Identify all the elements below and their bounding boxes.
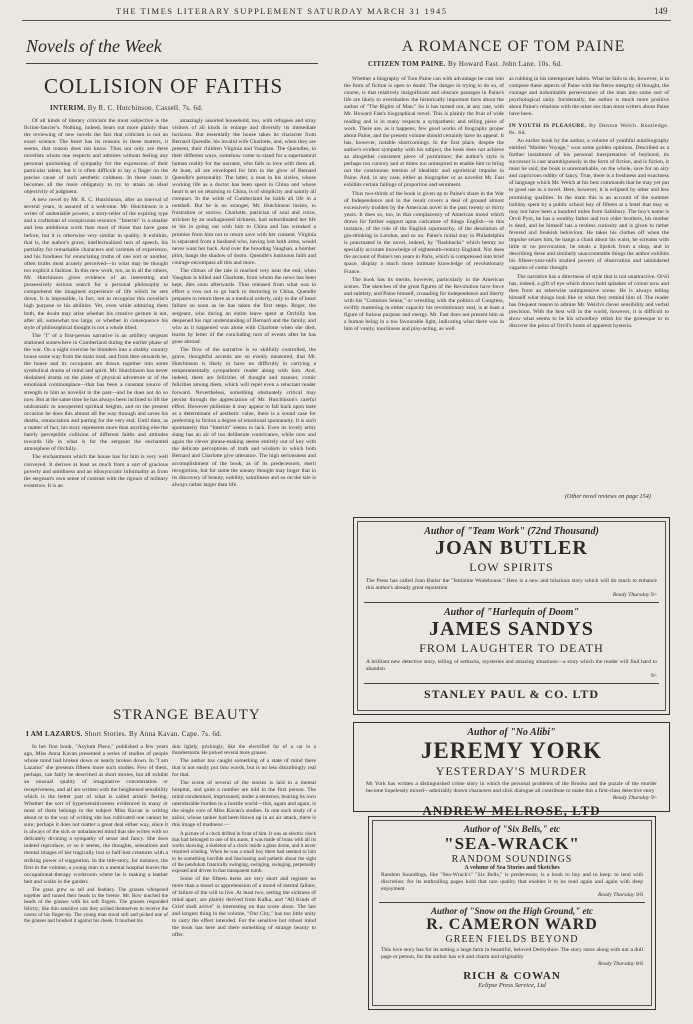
review-column [344,76,504,506]
paragraph: The grass grew so tall and feathery. The grasses whispered together and turned their heads in the breeze. Mr. Bow touched the heads of the grasses with his soft fingers. The grasses responded felicity; like thin sensitive cats they arched themselves to receive the caress of his finger-tip. The young man stood still and picked one of the grasses and brushed it against his cheek. It touched his [24,886,168,925]
ad-author-line: Author of "Six Bells," etc [463,824,561,834]
paragraph: The "I" of a first-person narrative is an artillery sergeant stationed somewhere in Cumberland during the earlier phase of the war. On a night exercise he blunders into a shabby country house some way from the main road, and from then onwards he, the house and its occupants are drawn together into some symbolical drama of mind and spirit. Mr. Hutchinson has never disdained drama on the plane of physical adventure or of the emotional commonplace—that has been a constant source of strength to him as novelist in the past—and he does not do so now. But at the same time he has always been inclined to lift the undramatic to unexpected spiritual heights, and on the present occasion he does this almost all the way through and saves his deaths, renunciation and parting for the very end. Until then, as a matter of fact, his story represents more than anything else the barely perceptible collision of different faiths and attitudes towards life in what is for the sergeant the enchanted atmosphere of Orchilly. [24,332,168,453]
book-details: By R. C. Hutchinson. Cassell. 7s. 6d. [87,104,204,112]
review-byline [26,730,222,738]
review-byline [368,60,562,68]
paragraph: Thus two-thirds of the book is given up to Paine's share in the War of Independence and in the result covers a deal of ground almost excessively trodden by the American novel in the past twenty or thirty years. It does so, too, in that complacency of American mood which draws for further support upon caricature of things English—in this instance, of the rule of the English squirearchy, of the desolation of gin-drinking in London, and so on. Paine's initial stay in Philadelphia is punctuated in the novel, indeed, by "flashbacks" which betray no specially accurate knowledge of eighteenth-century England. Nor does the account of Paine's ten years in Paris, which is compressed into brief space, display a much more intimate knowledge of revolutionary France. [344,190,504,275]
masthead-line: THE TIMES LITERARY SUPPLEMENT SATURDAY MARCH 31 1945 [116,6,448,16]
paragraph: The flow of the narrative is so skilfully controlled, the grave, thoughtful accents are so evenly measured, that Mr. Hutchinson is likely to have no difficulty in carrying a temperamentally sympathetic reader along with him. And, indeed, there are felicities of thought and manner, comic felicities among them, which will repel even a reluctant reader forward. Nevertheless, something obstinately critical may persist through the appreciation of Mr. Hutchinson's careful effect. However philistine it may appear to fall back upon taste as a determinant of aesthetic value, there is a sound case for preferring in fiction a degree of emotional spontaneity. It is such spontaneity that "Interim" seems to lack. Even its lovely army slang has an air of too deliberate contrivance, while now and again the clever phrase-making seems entirely out of key with the delicate perceptions of truth and wisdom to which both Bernard and Charlotte give utterance. The high seriousness and accomplishment of the book, as of its predecessors, merit recognition, but for some the uneasy thought may linger that in its discovery of beauty, nobility, saintliness and so on the tale is always rather larger than life. [172,347,316,488]
review-column [172,744,316,1016]
ad-divider [364,602,659,603]
book-title: CITIZEN TOM PAINE. [368,60,446,68]
cross-reference: (Other novel reviews on page 154) [565,493,651,500]
ad-blurb: The Press has called Joan Butler the "feminine Wodehouse." Here is a new and hilarious story which will do much to enhance this author's already great reputation [366,578,657,591]
paragraph: The book has its merits, however, particularly in the American scenes. The sketches of the great figures of the Revolution have force and subtlety, and Paine himself, crusading for independence and liberty with his "Common Sense," or wrestling with the politics of Congress, swiftly mastering in either capacity his revolutionary zeal, is at least a figure of furious purpose and energy. Mr. Fast does not present him as a human being in a too favourable light, indicating what there was in him of vanity, touchiness and play-acting, as well [344,276,504,333]
ad-author-line: Author of "Harlequin of Doom" [443,607,579,619]
ad-author-name: JEREMY YORK [420,738,603,763]
ad-blurb: Random Soundings, like "Sea-Wrack's" "Six Bells," is predecessor, is a book to buy and to keep: to lend with discretion: for its enthralling pages hold that rare quality that enables it to be read again and again with deep enjoyment [381,872,643,892]
ad-subtitle: A volume of Sea Stories and Sketches [464,865,560,871]
book-title: IN YOUTH IS PLEASURE. [509,122,587,129]
ad-blurb: A brilliant new detective story, telling of setbacks, mysteries and amazing situations—a story which the reader will find hard to abandon [366,659,657,673]
paragraph: A new novel by Mr. R. C. Hutchinson, after an interval of several years, is assured of a welcome. Mr. Hutchinson is a writer of undeniable powers, a story-teller of the expiring type and a craftsman of conspicuous resource. "Interim" is a smaller and less ambitious work than most of those that have gone before, but it is otherwise very similar in quality. It exhibits, that is, the author's grave, intellectualized turn of speech, his partiality for remarkable characters and varieties of experience, and his fondness for enunciating truths of one sort or another, often truths most acutely perceived—in what may be thought too explicit a fashion. In this new work, too, as in all the others, Mr. Hutchinson gives evidence of an interesting and possessively serious search for a personal philosophy to comprehend the imagined experience of life which he sets down. It is impossible, in fact, not to recognize this novelist's high purpose or his abilities. Yet, even while admiring them both, the doubt may arise whether his creative gesture is not, after all, somewhat too large, or whether in consequence his style of philosophical thought is not a whole tilted. [24,197,168,331]
ad-author-name: JOAN BUTLER [435,537,588,559]
paragraph: A picture of a clock drifted in front of him. It was an electric clock that had belonged to one of his aunts, it was made of brass with all its works showing, a skeleton of a clock inside a glass dome, and it never required winding. When he was a small boy there had seemed to him to be something horrible and fascinating and pathetic about the sight of the pendulum frantically swinging, swinging, swinging, perpetually exposed and driven in that transparent tomb. [172,830,316,875]
ad-availability: Ready Thursday 9/- [612,591,657,598]
book-details: By Howard Fast. John Lane. 10s. 6d. [448,60,563,68]
ad-publisher: RICH & COWAN [463,969,561,982]
review-column [509,76,669,488]
ad-author-line: Author of "Team Work" (72nd Thousand) [424,526,599,537]
ad-book-title: GREEN FIELDS BEYOND [445,934,579,946]
paragraph: Some of the fifteen items are very short and register no more than a mood or apprehension of a mood of mental failure, of failure of the will to live. At least two, setting the sickness of mind apart, are plainly derived from Kafka, and "All Kinds of Grief shall arrive" is interesting on that score alone. The last and longest thing in the volume, "Our City," has too little unity to carry the effect intended. For the sensitive but robust mind the book has here and there something of strange beauty to offer. [172,875,316,939]
review-column [24,744,168,1016]
ad-author-line: Author of "Snow on the High Ground," etc [430,906,594,917]
ad-availability: 9/- [650,672,657,679]
header-rule [22,20,671,21]
advertisement-rich-cowan [368,816,656,1010]
review-column [172,118,316,696]
book-details: By Denton Welch. Routledge. 8s. 6d. [509,122,669,136]
paragraph: Whether a biography of Tom Paine can with advantage be cast into the form of fiction is open to doubt. The danger in trying to do so, of course, is that relatively insignificant and obscure passages in Paine's life are likely to overshadow the historically important facts about the author of "The Rights of Man." So it has turned out, at any rate, with Mr. Howard Fast's biographical novel. This is plainly the fruit of wide reading and is in many respects a sympathetic and telling piece of work. There are, as it happens, few good works of biography proper about Paine, and the present volume should certainly have its appeal. It has, however, notable shortcomings. In the first place, despite the author's evident sympathy with his subject, the book does not achieve an altogether consistent piece of portraiture; the author's style is perhaps too cursory and at times too uninspired to enable him to bring out the continuous tension of idealistic and egotistical impulse in Paine. And, in any case, either as biographer or as novelist Mr. Fast exhibits certain failings of proportion and sentiment. [344,76,504,189]
paragraph: Of all kinds of literary criticism the most subjective is the fiction-fancier's. Nothing, indeed, bears out more plainly than the reviewing of new novels the fact that criticism is not an exact science. The heart has its reasons in these matters, it seems, that reason does not know. Thus not only are there novelists whom one respects and admires without feeling any personal quickening of sympathy for the expression of their particular talent, but it is often difficult to lay a finger on the precise cause of such aesthetic coldness. In these cases it becomes all the more obligatory to try to attain an ideal objectivity of judgment. [24,118,168,195]
advertisement-stanley-paul [353,517,670,715]
ad-availability: Ready Thursday 9/6 [597,892,643,899]
ad-publisher: STANLEY PAUL & CO. LTD [423,686,600,701]
paragraph: The enchantment which the house has for him is very well conveyed. It derives at least as much from a sort of gracious poverty and untidiness and an idiosyncratic informality as from the sergeant's own sense of contrast with the rigours of military existence. It is an [24,454,168,489]
paragraph: skin lightly, prickingly, like the electrified fur of a cat in a thunderstorm. He picked several more grasses. [172,744,316,757]
page-number: 149 [654,6,668,16]
ad-book-title: RANDOM SOUNDINGS [451,854,573,865]
review-title: A ROMANCE OF TOM PAINE [402,38,626,55]
ad-blurb: Mr York has written a distinguished crime story in which the personal problems of the Brooks and the puzzle of the murder become hopelessly mixed—admirably drawn characters and slick dialogue all contribute to make this a first-class detective story [366,781,657,794]
ad-divider [379,902,645,903]
book-title: I AM LAZARUS. [26,730,83,738]
ad-book-title: LOW SPIRITS [469,560,554,574]
ad-divider [364,683,659,684]
ad-author-name: "SEA-WRACK" [444,834,580,853]
ad-availability: Ready Thursday 8/6 [597,960,643,967]
ad-book-title: YESTERDAY'S MURDER [435,764,588,778]
paragraph: as rubbing in his intemperate habits. What he fails to do, however, is to compose these aspects of Paine with the fierce integrity of thought, the courage and indomitable perseverance of the man into some sort of psychological unity. Incidentally, the author is much more positive about Paine's relations with the other sex than most writers about Paine have been. [509,76,669,118]
paragraph: In her first book, "Asylum Piece," published a few years ago, Miss Anna Kavan presented a series of studies of people whose mind had broken down or nearly broken down. In "I am Lazarus" she presents fifteen more such studies. Few of them, perhaps, can fairly be described as short stories, but all exhibit an unusual quality of imaginative concentration or receptiveness, and all are written with the heightened sensibility which is the better part of what is called artistic feeling. Whether the sort of hypersensitiveness evidenced in many or most of them belongs to the subject Miss Kavan is writing about or to the way of writing she has cultivated one cannot be sure; perhaps it does not matter a great deal either way, since it is always of the sick or unbalanced mind that she writes with so delicately divining a sympathy of sense and fancy. She does indeed reproduce, or so it seems, the thoughts, sensations and mental images of her tragically lost or half-lost creatures with a striking power of suggestion. In the title-story, for instance, the first in the volume, a young man in a mental hospital leaves the occupational-therapy workroom where he is making a leather belt and walks in the garden: [24,744,168,885]
paragraph: amazingly assorted household, too, with refugees and stray visitors of all kinds in enlarge and diversify its immediate horizons. But essentially the house takes its character from Bernard Quendle, his invalid wife Charlotte, and, when they are present, their children Virginia and Vaughan. The Quendles, in their different ways, somehow come to stand for a supernatural human reality for the narrator, who falls in love with them all. At least, all are enveloped for him in the glow of Bernard Quendle's personality. The latter, a man in his sixties, whose working life as a doctor has been spent in China and whose heart is set on returning to China, is of simplicity and saintly all compact. In the wilds of Cumberland he holds all life in a nutshell. But he is no stranger, Mr. Hutchinson insists, to frustration or sorrow. Charlotte, patrician of soul and voice, stricken by an undiagnosed sickness, had subordinated her life to his in going out with him to China and has wreaked a promise from him not to return save with her consent. Virginia is separated from a husband who, having lost both arms, would never want her back. And over the brooding Vaughan, a bomber pilot, hangs the shadow of doom. Quendle's luminous faith and courage encompass all this and more. [172,118,316,266]
advertisement-andrew-melrose [353,722,670,819]
review-column [24,118,168,696]
ad-availability: Ready Thursday 9/- [612,794,657,801]
review-title: STRANGE BEAUTY [113,707,261,723]
ad-author-line: Author of "No Alibi" [467,727,556,738]
paragraph: An earlier book by the author, a volume of youthful autobiography entitled "Maiden Voyage," won some golden opinions. Described as a further instalment of his personal interpretation of boyhood, its successor is cast unambiguously in the form of fiction, and is fiction, it must be said, the book is unremarkable, on the whole, save for an airy and capricious oddity of fancy. True, there is a freshness and exactness of language which Mr. Welch at his best commands that he may yet put to good use in a novel. Here, however, it is eclipsed by other and less promising qualities. In the main this is an account of the summer holiday spent by a public school boy of fifteen at a hotel that may or may not have been a hundred miles from Salisbury. The boy's name is Orvil Pym, he has a wealthy father and two older brothers, his mother is dead, and he himself has a restless curiosity and is given to rather fevered and freakish behaviour. He takes his clothes off when the impulse seizes him, he hangs a chain about his waist, he screams with little or no provocation, he steals a lipstick from a shop, and in describing these and similarly unaccountable things the author exhibits his fifteen-year-old's studied powers of observation and unhindered vagaries of comic thought. [509,137,669,272]
paragraph: The climax of the tale is reached very near the end, when Vaughan is killed and Charlotte, from whom the news has been kept, dies soon afterwards. Thus released from what was in effect a vow not to go back to doctoring in China, Quendle prepares to return there as a medical orderly, only to die of heart failure so soon as he has taken the first steps. Roger, the sergeant, who during an entire leave spent at Orchilly has deepened his rapt understanding of Bernard and the family, and who as it happened was alone with Charlotte when she died, learns by letter of the concluding turn of events after he has gone abroad. [172,267,316,345]
book-title: INTERIM. [50,104,86,112]
ad-author-name: R. CAMERON WARD [426,916,598,934]
review-byline [50,104,203,112]
ad-publisher: ANDREW MELROSE, LTD [422,803,601,819]
section-rule [26,63,318,64]
paragraph: The author has caught something of a state of mind there that is not easily put into words, but is no less disturbingly real for that. [172,757,316,778]
book-details: Short Stories. By Anna Kavan. Cape. 7s. 6d. [84,730,223,738]
ad-blurb: This love story has for its setting a large farm in beautiful, beloved Derbyshire. The story races along with not a dull page or person, for the author has wit and charm and originality [381,947,643,960]
review-title: COLLISION OF FAITHS [44,74,284,98]
section-heading: Novels of the Week [26,36,162,56]
paragraph: The scene of several of the stories is laid in a mental hospital, and quite a number are told in the first person. The mind condemned, imprisoned, under a sentence, bearing its own unendurable burden in a hostile world—this, again and again, is the single core of Miss Kavan's studies. In one such study of a sailor, whose tanker had been blown up in an air attack, there is this image of madness:— [172,779,316,829]
paragraph: The narrative has a directness of style that is not unattractive. Orvil has, indeed, a gift of eye which draws bold splashes of colour now and then from an otherwise unimpressive scene. He is always telling himself what things look like or what they remind him of. The reader has frequent reason to admire Mr. Welch's clever sensibility and verbal precision. With the best will in the world, however, it is difficult to show what seems to be his schoolboy relish for the grotesque or to discover the point of Orvil's bouts of apparent hysteria. [509,273,669,330]
review-subheading [509,123,669,137]
ad-publisher-sub: Eclipse Press Service, Ltd [478,981,546,989]
ad-author-name: JAMES SANDYS [429,618,594,641]
ad-book-title: FROM LAUGHTER TO DEATH [419,641,604,656]
